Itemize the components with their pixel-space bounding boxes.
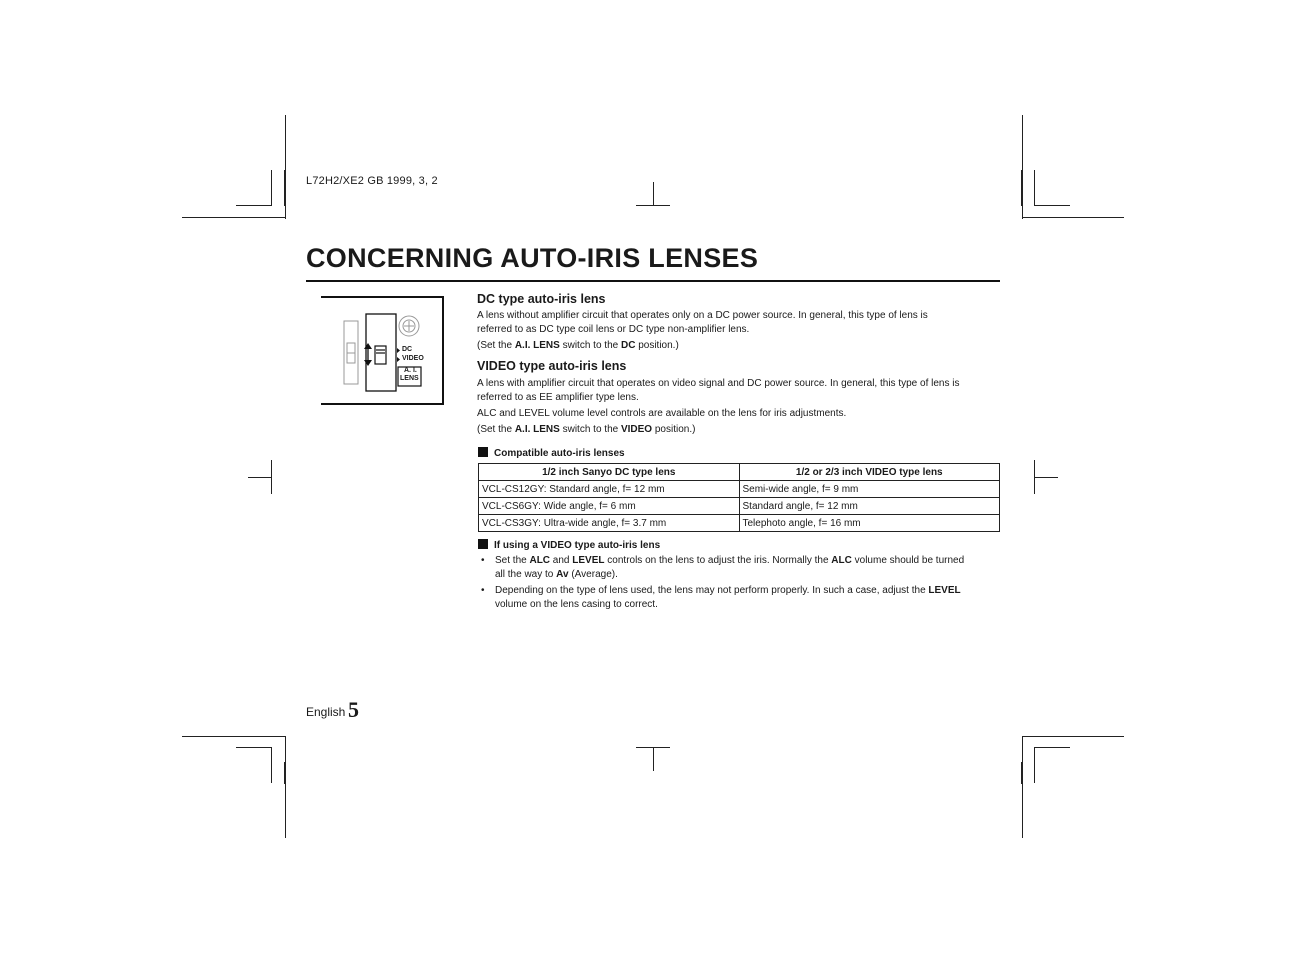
page-number: 5 bbox=[348, 697, 359, 722]
video-usage-heading: If using a VIDEO type auto-iris lens bbox=[478, 539, 660, 551]
dc-line-2: referred to as DC type coil lens or DC type non-amplifier lens. bbox=[477, 324, 750, 335]
dc-paragraph bbox=[477, 309, 1002, 353]
video-set-instruction: (Set the A.I. LENS switch to the VIDEO position.) bbox=[477, 424, 696, 435]
bullet-icon: • bbox=[481, 585, 485, 596]
switch-arrow-icon bbox=[364, 343, 372, 366]
title-rule bbox=[306, 280, 1000, 282]
table-cell: VCL-CS6GY: Wide angle, f= 6 mm bbox=[479, 498, 740, 515]
dc-section-heading: DC type auto-iris lens bbox=[477, 292, 606, 306]
table-cell: Semi-wide angle, f= 9 mm bbox=[739, 481, 1000, 498]
column-header-dc: 1/2 inch Sanyo DC type lens bbox=[479, 464, 740, 481]
bullet-2-line-1: Depending on the type of lens used, the lens may not perform properly. In such a case, adjust the LEVEL bbox=[495, 585, 961, 596]
bullet-1-line-1: Set the ALC and LEVEL controls on the lens to adjust the iris. Normally the ALC volume should be turned bbox=[495, 555, 965, 566]
table-header-row bbox=[479, 464, 1000, 481]
table-cell: Telephoto angle, f= 16 mm bbox=[739, 515, 1000, 532]
table-row bbox=[479, 498, 1000, 515]
figure-label-video: VIDEO bbox=[402, 355, 424, 362]
page-title: CONCERNING AUTO-IRIS LENSES bbox=[306, 243, 759, 273]
list-item bbox=[478, 584, 998, 612]
bullet-2-line-2: volume on the lens casing to correct. bbox=[495, 599, 658, 610]
square-bullet-icon bbox=[478, 539, 488, 549]
screw-icon bbox=[399, 316, 419, 336]
video-section-heading: VIDEO type auto-iris lens bbox=[477, 359, 627, 373]
footer-language: English bbox=[306, 705, 346, 719]
figure-label-ai: A. I. bbox=[404, 367, 417, 374]
document-code: L72H2/XE2 GB 1999, 3, 2 bbox=[306, 175, 438, 187]
video-line-2: referred to as EE amplifier type lens. bbox=[477, 392, 639, 403]
table-cell: VCL-CS3GY: Ultra-wide angle, f= 3.7 mm bbox=[479, 515, 740, 532]
table-row bbox=[479, 481, 1000, 498]
figure-label-lens: LENS bbox=[400, 375, 419, 382]
table-cell: Standard angle, f= 12 mm bbox=[739, 498, 1000, 515]
video-line-1: A lens with amplifier circuit that operates on video signal and DC power source. In general, this type of lens is bbox=[477, 378, 960, 389]
bullet-icon: • bbox=[481, 555, 485, 566]
compatible-heading: Compatible auto-iris lenses bbox=[478, 447, 625, 459]
dc-line-1: A lens without amplifier circuit that operates only on a DC power source. In general, this type of lens is bbox=[477, 310, 928, 321]
figure-label-dc: DC bbox=[402, 346, 413, 353]
switch-panel-drawing bbox=[330, 305, 440, 397]
column-header-video: 1/2 or 2/3 inch VIDEO type lens bbox=[739, 464, 1000, 481]
square-bullet-icon bbox=[478, 447, 488, 457]
bullet-1-line-2: all the way to Av (Average). bbox=[495, 569, 618, 580]
compatible-lenses-table bbox=[478, 463, 1000, 532]
dc-set-instruction: (Set the A.I. LENS switch to the DC position.) bbox=[477, 340, 679, 351]
table-cell: VCL-CS12GY: Standard angle, f= 12 mm bbox=[479, 481, 740, 498]
video-line-3: ALC and LEVEL volume level controls are available on the lens for iris adjustments. bbox=[477, 408, 847, 419]
video-paragraph bbox=[477, 377, 1002, 437]
list-item bbox=[478, 554, 998, 582]
table-row bbox=[479, 515, 1000, 532]
